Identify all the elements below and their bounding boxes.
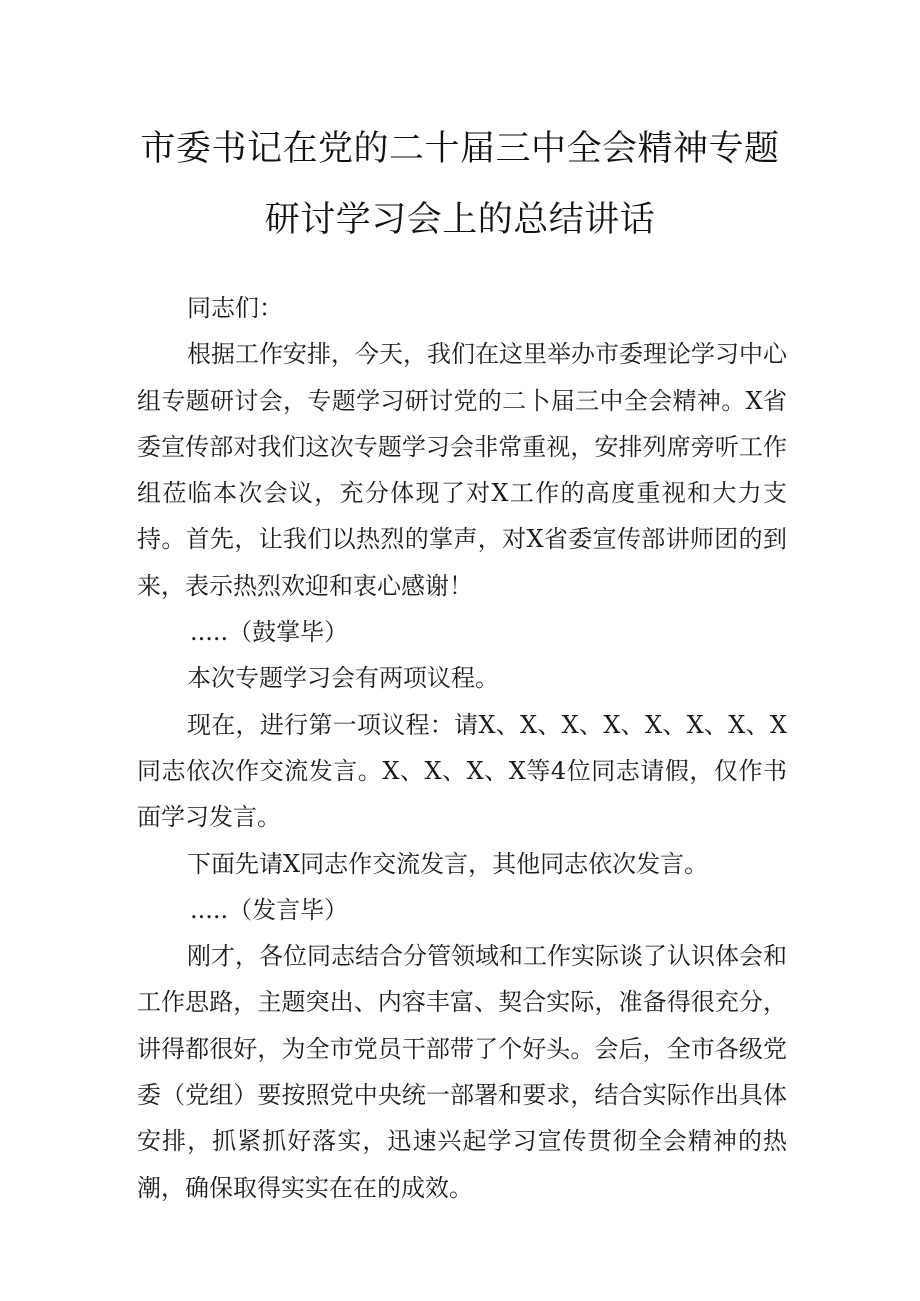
document-body — [137, 285, 787, 1211]
document-title-line-1: 市委书记在党的二十届三中全会精神专题 — [140, 129, 780, 169]
stage-note-applause: .....（鼓掌毕） — [190, 618, 349, 647]
paragraph-speech-order: 下面先请X同志作交流发言，其他同志依次发言。 — [187, 849, 709, 878]
stage-note-speeches-end: .....（发言毕） — [190, 895, 349, 924]
salutation: 同志们： — [187, 294, 283, 322]
paragraph-first-agenda-item: 现在，进行第一项议程：请X、X、X、X、X、X、X、X同志依次作交流发言。X、X、X、X等4位同志请假，仅作书面学习发言。 — [137, 710, 787, 832]
paragraph-opening: 根据工作安排，今天，我们在这里举办市委理论学习中心组专题研讨会，专题学习研讨党的二卜届三中全会精神。X省委宣传部对我们这次专题学习会非常重视，安排列席旁听工作组莅临本次会议，充分体现了对X工作的高度重视和大力支持。首先，让我们以热烈的掌声，对X省委宣传部讲师团的到来，表示热烈欢迎和衷心感谢！ — [137, 340, 787, 600]
document-title-line-2: 研讨学习会上的总结讲话 — [264, 200, 656, 240]
paragraph-summary: 刚才，各位同志结合分管领域和工作实际谈了认识体会和工作思路，主题突出、内容丰富、契合实际，准备得很充分，讲得都很好，为全市党员干部带了个好头。会后，全市各级党委（党组）要按照党中央统一部署和要求，结合实际作出具体安排，抓紧抓好落实，迅速兴起学习宣传贯彻全会精神的热潮，确保取得实实在在的成效。 — [137, 942, 787, 1202]
paragraph-agenda: 本次专题学习会有两项议程。 — [187, 664, 499, 693]
